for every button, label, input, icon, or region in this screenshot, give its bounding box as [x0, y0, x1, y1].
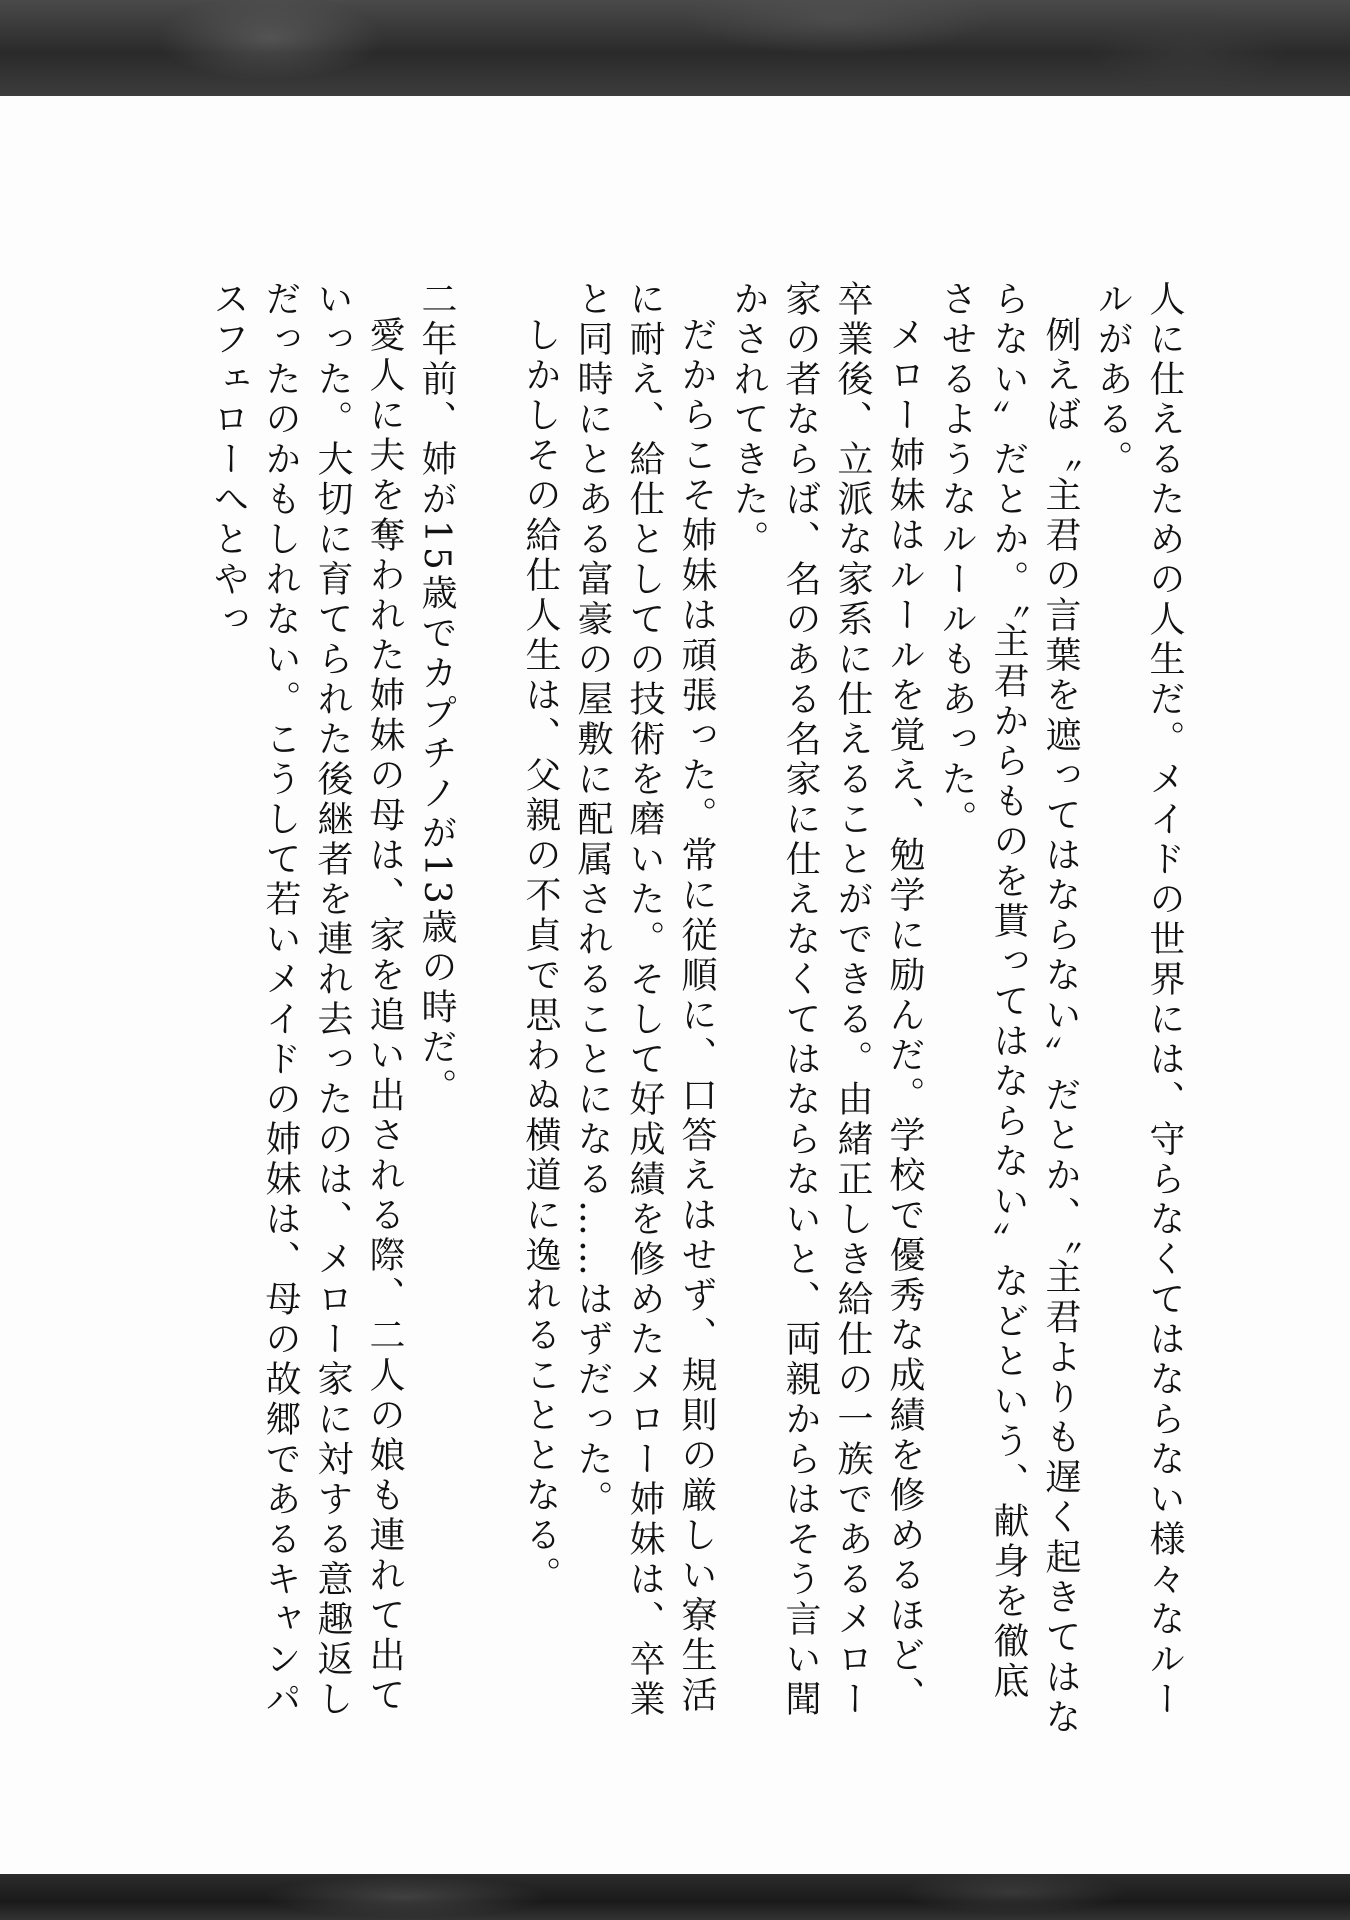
bottom-decorative-banner: [0, 1874, 1350, 1920]
paragraph-break: [462, 280, 514, 1740]
top-decorative-banner: [0, 0, 1350, 96]
paragraph-2: 例えば〝主君の言葉を遮ってはならない〟だとか、〝主君よりも遅く起きてはならない〟だとか。〝主君からものを貰ってはならない〟などという、献身を徹底させるようなルールもあった。: [936, 280, 1081, 1738]
paragraph-3: メロー姉妹はルールを覚え、勉学に励んだ。学校で優秀な成績を修めるほど、卒業後、立派な家系に仕えることができる。由緒正しき給仕の一族であるメロー家の者ならば、名のある名家に仕えなくてはならないと、両親からはそう言い聞かされてきた。: [728, 280, 925, 1720]
paragraph-6: 二年前、姉が15歳でカプチノが13歳の時だ。: [416, 280, 457, 1108]
paragraph-4: だからこそ姉妹は頑張った。常に従順に、口答えはせず、規則の厳しい寮生活に耐え、給仕としての技術を磨いた。そして好成績を修めたメロー姉妹は、卒業と同時にとある富豪の屋敷に配属されることになる……はずだった。: [572, 280, 717, 1720]
vertical-text-body: [170, 280, 1190, 1740]
paragraph-1: 人に仕えるための人生だ。メイドの世界には、守らなくてはならない様々なルールがある。: [1092, 280, 1185, 1720]
paragraph-7: 愛人に夫を奪われた姉妹の母は、家を追い出される際、二人の娘も連れて出ていった。大切に育てられた後継者を連れ去ったのは、メロー家に対する意趣返しだったのかもしれない。こうして若いメイドの姉妹は、母の故郷であるキャンパスフェローへとやっ: [208, 280, 405, 1720]
paragraph-5: しかしその給仕人生は、父親の不貞で思わぬ横道に逸れることとなる。: [520, 316, 561, 1596]
